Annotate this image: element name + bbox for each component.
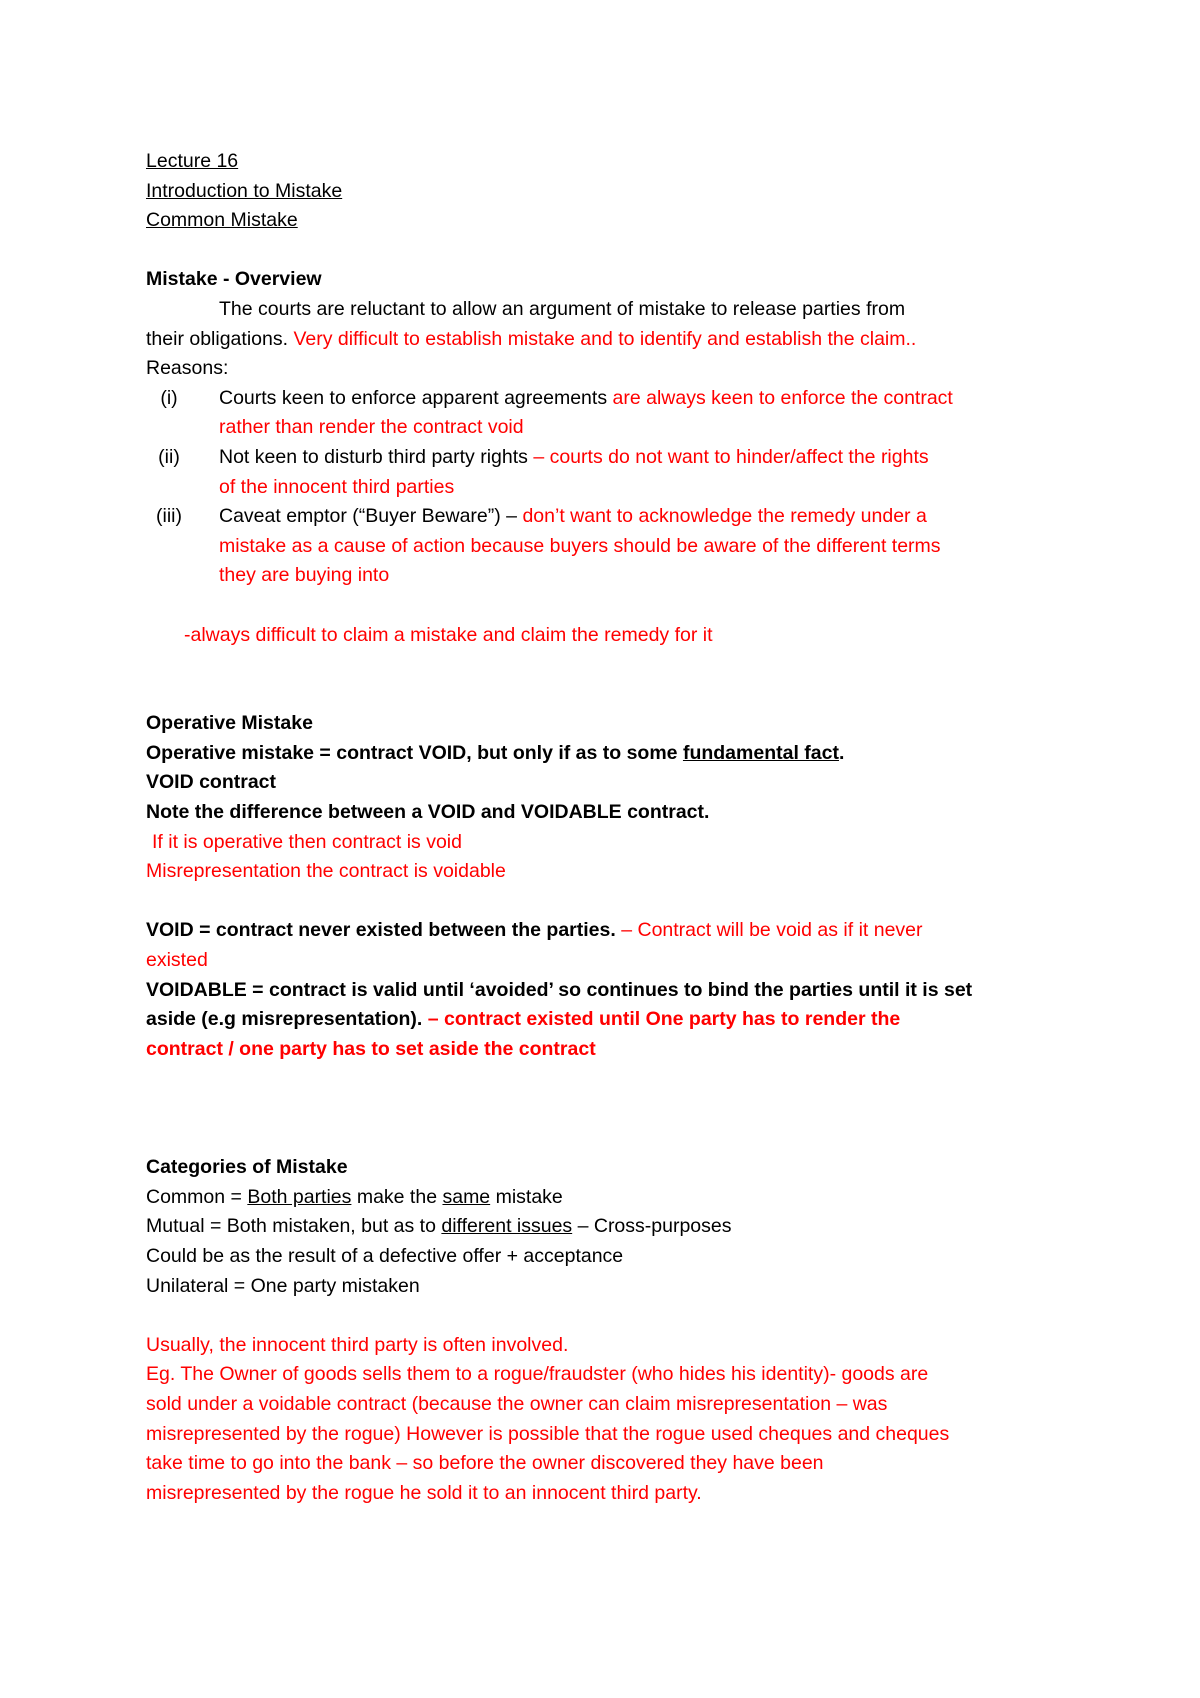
reasons-label: Reasons:: [146, 357, 229, 380]
example-line: take time to go into the bank – so before the owner discovered they have been: [146, 1452, 824, 1475]
voidable-definition-cont: aside (e.g misrepresentation). – contract existed until One party has to render the: [146, 1008, 901, 1031]
example-line: misrepresented by the rogue he sold it to an innocent third party.: [146, 1481, 702, 1504]
list-marker: (iii): [156, 505, 182, 528]
example-line: misrepresented by the rogue) However is possible that the rogue used cheques and cheques: [146, 1422, 950, 1445]
operative-definition: Operative mistake = contract VOID, but only if as to some fundamental fact.: [146, 741, 845, 764]
reason-item: (iii) Caveat emptor (“Buyer Beware”) – don’t want to acknowledge the remedy under a mistake as a cause of action because buyers should be aware of the different terms they are buying into: [146, 502, 1066, 591]
document-body: [146, 147, 1066, 1508]
overview-heading: Mistake - Overview: [146, 268, 322, 291]
unilateral-mistake-line: Unilateral = One party mistaken: [146, 1274, 420, 1297]
lecture-title: Lecture 16: [146, 150, 239, 172]
operative-red-note-1: If it is operative then contract is void: [152, 830, 462, 853]
lecture-intro-title: Introduction to Mistake: [146, 179, 343, 202]
overview-paragraph-line-2: their obligations. Very difficult to establish mistake and to identify and establish the claim..: [146, 327, 917, 350]
mutual-mistake-line: Mutual = Both mistaken, but as to different issues – Cross-purposes: [146, 1215, 732, 1238]
list-marker: (ii): [158, 445, 180, 468]
void-definition-cont: existed: [146, 949, 208, 972]
operative-heading: Operative Mistake: [146, 712, 313, 735]
voidable-definition-cont-2: contract / one party has to set aside the contract: [146, 1037, 596, 1060]
overview-note: -always difficult to claim a mistake and claim the remedy for it: [184, 623, 713, 646]
categories-heading: Categories of Mistake: [146, 1156, 348, 1179]
defective-offer-line: Could be as the result of a defective offer + acceptance: [146, 1244, 624, 1267]
common-mistake-line: Common = Both parties make the same mistake: [146, 1185, 563, 1208]
operative-red-note-2: Misrepresentation the contract is voidable: [146, 860, 506, 883]
reason-item: (ii) Not keen to disturb third party rights – courts do not want to hinder/affect the rights of the innocent third parties: [146, 443, 1066, 502]
voidable-definition: VOIDABLE = contract is valid until ‘avoided’ so continues to bind the parties until it is set: [146, 978, 973, 1001]
void-contract-label: VOID contract: [146, 771, 277, 794]
lecture-topic-title: Common Mistake: [146, 209, 298, 232]
example-line: Eg. The Owner of goods sells them to a rogue/fraudster (who hides his identity)- goods are: [146, 1363, 929, 1386]
example-line: sold under a voidable contract (because the owner can claim misrepresentation – was: [146, 1392, 888, 1415]
overview-paragraph-line-1: The courts are reluctant to allow an argument of mistake to release parties from: [219, 297, 906, 320]
reason-item: (i) Courts keen to enforce apparent agreements are always keen to enforce the contract rather than render the contract void: [146, 384, 1066, 443]
void-definition: VOID = contract never existed between the parties. – Contract will be void as if it never: [146, 919, 923, 942]
example-line: Usually, the innocent third party is often involved.: [146, 1333, 569, 1356]
void-voidable-note: Note the difference between a VOID and VOIDABLE contract.: [146, 801, 710, 824]
list-marker: (i): [160, 386, 178, 409]
